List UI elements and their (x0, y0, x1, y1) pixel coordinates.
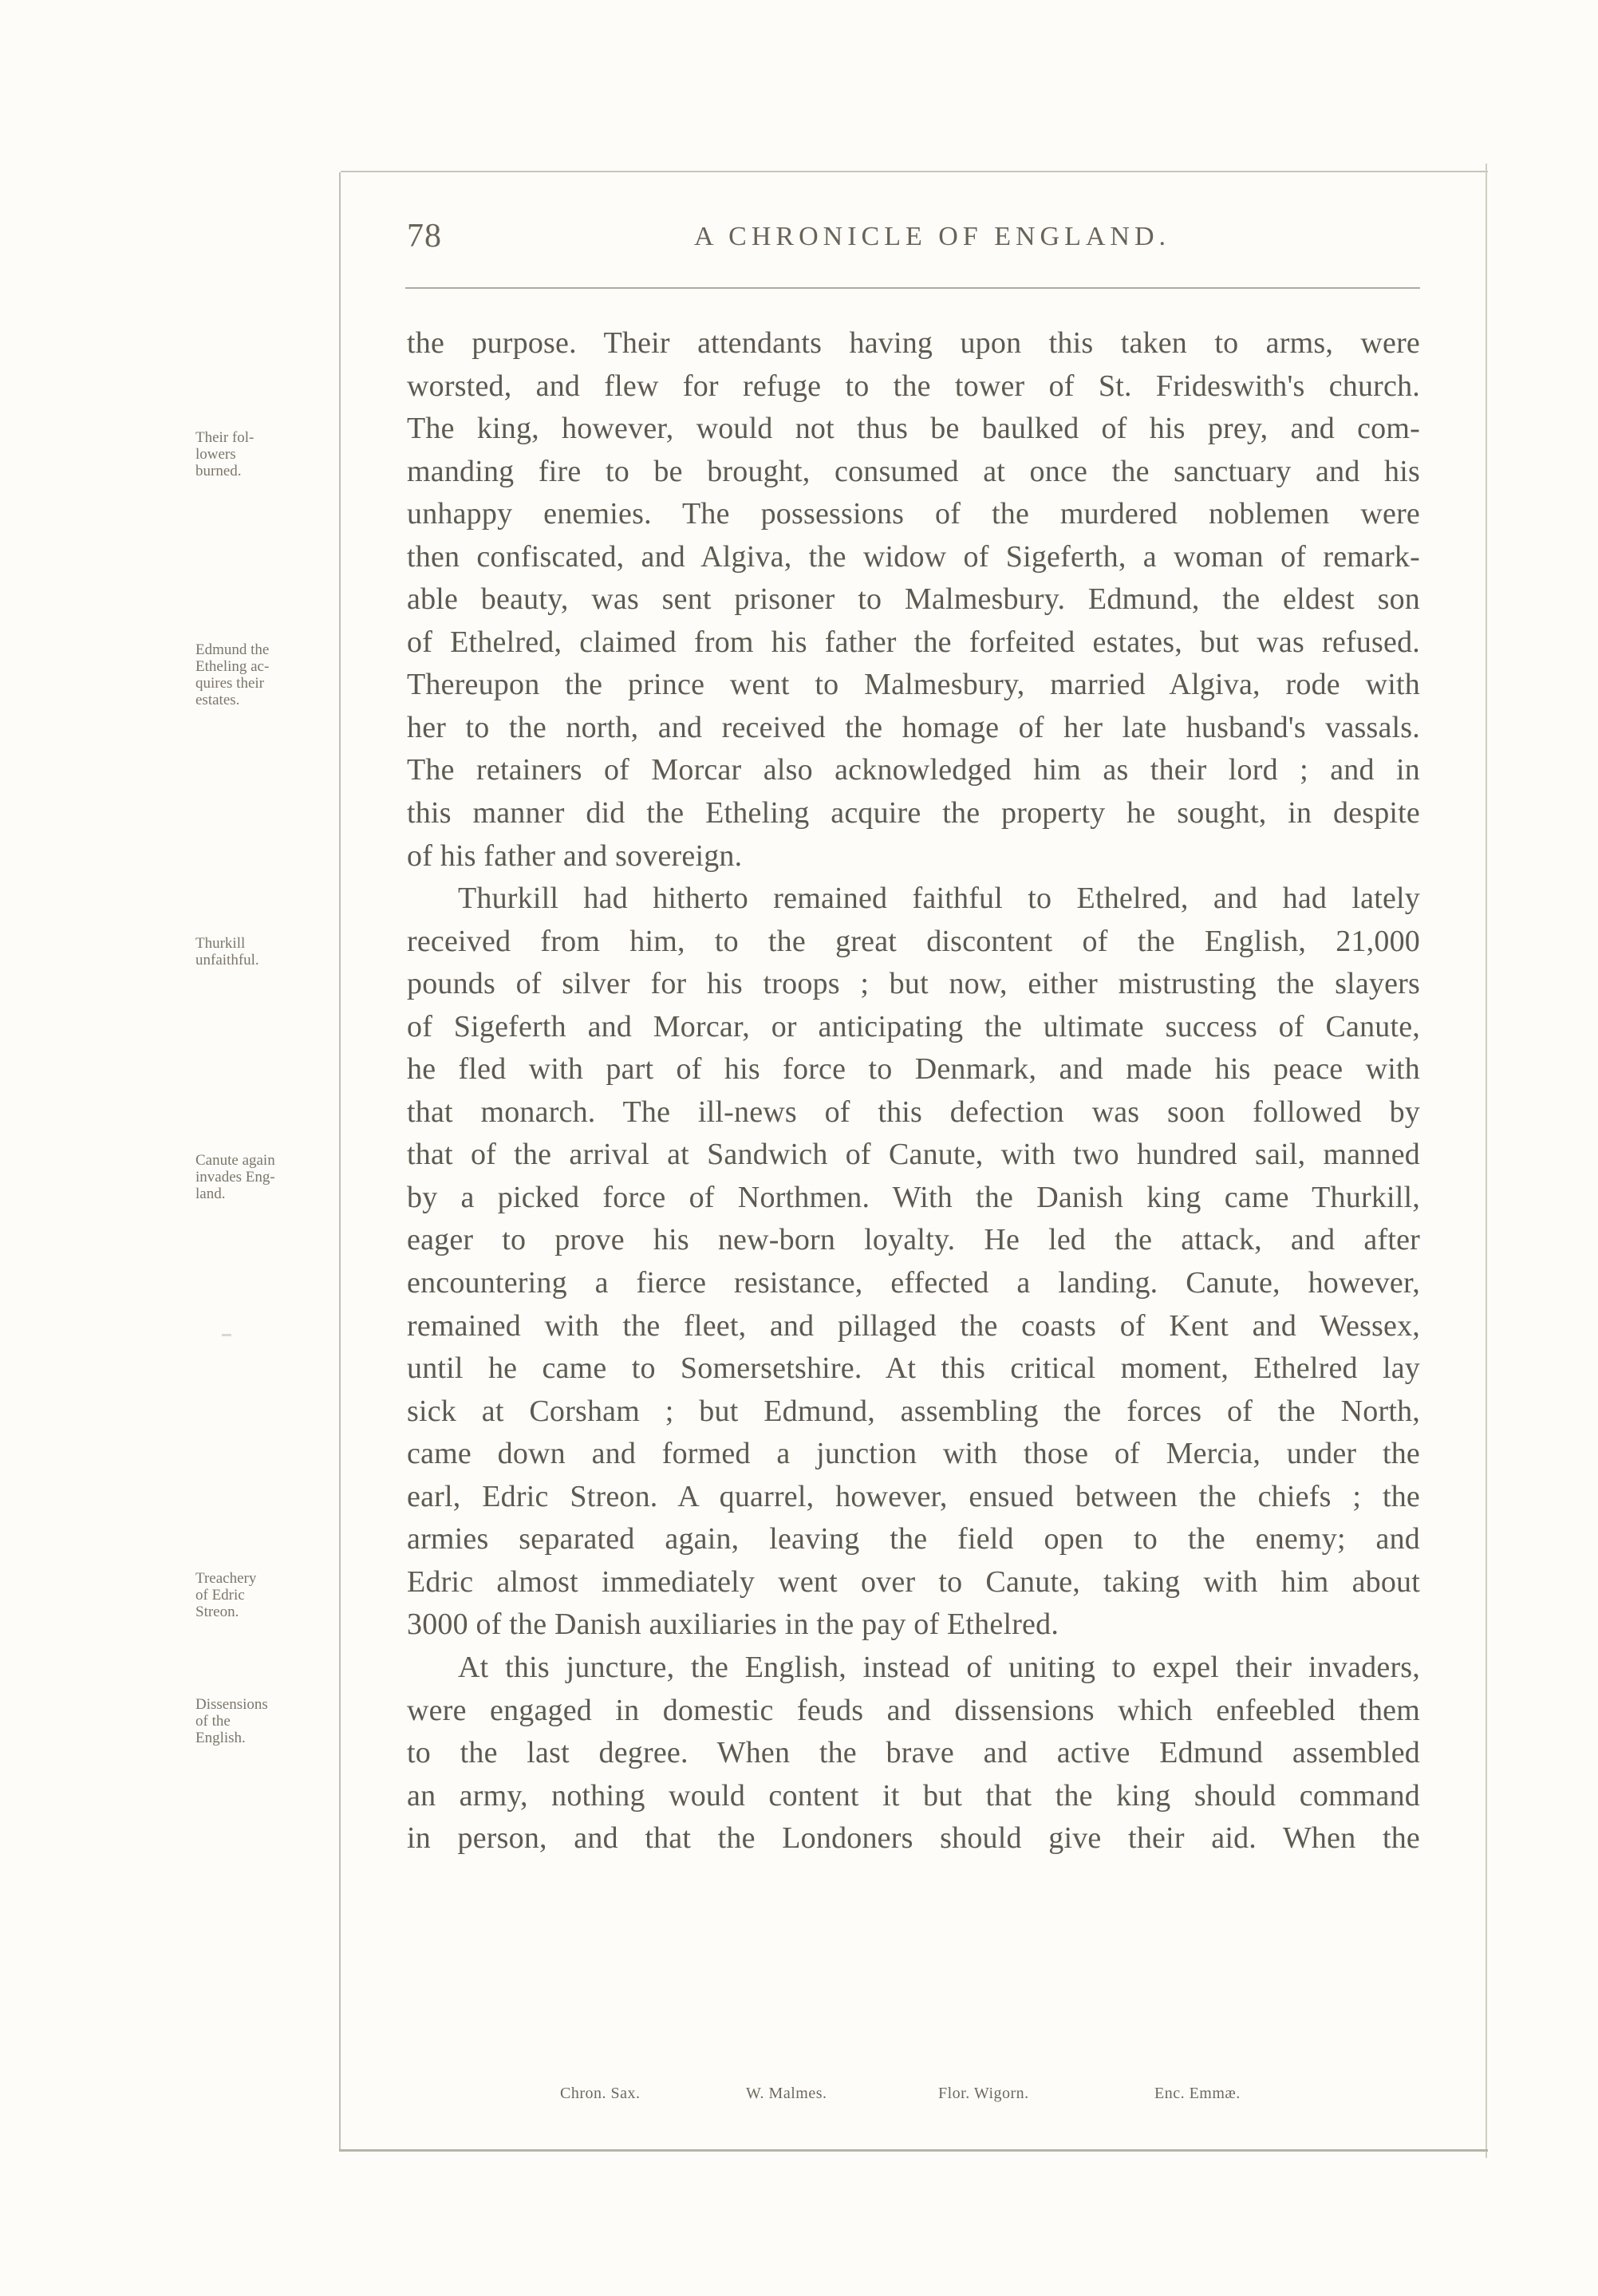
paragraph-start-line: At this juncture, the English, instead of uniting to expel their invaders, (458, 1650, 1420, 1684)
text-line: sick at Corsham ; but Edmund, assembling the forces of the North, (407, 1394, 1420, 1428)
running-head: A CHRONICLE OF ENGLAND. (694, 222, 1170, 251)
text-line: were engaged in domestic feuds and dissensions which enfeebled them (407, 1693, 1420, 1727)
footnote-source: W. Malmes. (746, 2085, 827, 2102)
text-line: The king, however, would not thus be baulked of his prey, and com- (407, 412, 1420, 446)
footnote-source: Flor. Wigorn. (938, 2085, 1029, 2102)
body-text (407, 322, 1420, 1860)
text-line: manding fire to be brought, consumed at once the sanctuary and his (407, 454, 1420, 488)
text-line: until he came to Somersetshire. At this critical moment, Ethelred lay (407, 1351, 1420, 1386)
text-line: Edric almost immediately went over to Canute, taking with him about (407, 1564, 1420, 1599)
sidenote-thurkill-unfaithful: Thurkill unfaithful. (195, 935, 259, 969)
sidenote-canute-invades: Canute again invades Eng- land. (195, 1152, 275, 1202)
text-line: able beauty, was sent prisoner to Malmesbury. Edmund, the eldest son (407, 582, 1420, 617)
footnote-source: Enc. Emmæ. (1154, 2085, 1241, 2102)
footnote-source: Chron. Sax. (560, 2085, 641, 2102)
text-line: pounds of silver for his troops ; but now, either mistrusting the slayers (407, 967, 1420, 1001)
text-line: of Sigeferth and Morcar, or anticipating the ultimate success of Canute, (407, 1009, 1420, 1043)
text-line: eager to prove his new-born loyalty. He led the attack, and after (407, 1223, 1420, 1257)
paragraph-start-line: Thurkill had hitherto remained faithful to Ethelred, and had lately (458, 882, 1420, 916)
text-line: unhappy enemies. The possessions of the murdered noblemen were (407, 497, 1420, 531)
text-line: that monarch. The ill-news of this defection was soon followed by (407, 1095, 1420, 1129)
page-frame-bottom-rule (339, 2149, 1488, 2152)
sidenote-dissensions-english: Dissensions of the English. (195, 1696, 268, 1746)
text-line: to the last degree. When the brave and active Edmund assembled (407, 1736, 1420, 1770)
text-line: 3000 of the Danish auxiliaries in the pay of Ethelred. (407, 1608, 1059, 1642)
page-frame-top-rule (341, 171, 1488, 172)
text-line: that of the arrival at Sandwich of Canute, with two hundred sail, manned (407, 1138, 1420, 1172)
text-line: worsted, and flew for refuge to the tower of St. Frideswith's church. (407, 369, 1420, 403)
text-line: an army, nothing would content it but that the king should command (407, 1778, 1420, 1813)
text-line: earl, Edric Streon. A quarrel, however, ensued between the chiefs ; the (407, 1479, 1420, 1513)
paper-blemish (222, 1334, 231, 1336)
text-line: armies separated again, leaving the field open to the enemy; and (407, 1522, 1420, 1556)
text-line: this manner did the Etheling acquire the property he sought, in despite (407, 796, 1420, 830)
text-line: The retainers of Morcar also acknowledged him as their lord ; and in (407, 753, 1420, 787)
text-line: came down and formed a junction with those of Mercia, under the (407, 1437, 1420, 1471)
header-rule (405, 287, 1420, 289)
text-line: Thereupon the prince went to Malmesbury, married Algiva, rode with (407, 668, 1420, 702)
page-number: 78 (407, 218, 442, 254)
text-line: of Ethelred, claimed from his father the forfeited estates, but was refused. (407, 625, 1420, 659)
page-frame-right-rule (1486, 164, 1487, 2158)
text-line: by a picked force of Northmen. With the Danish king came Thurkill, (407, 1180, 1420, 1214)
text-line: the purpose. Their attendants having upon this taken to arms, were (407, 326, 1420, 360)
text-line: remained with the fleet, and pillaged the coasts of Kent and Wessex, (407, 1308, 1420, 1343)
text-line: he fled with part of his force to Denmark, and made his peace with (407, 1052, 1420, 1087)
text-line: received from him, to the great discontent of the English, 21,000 (407, 924, 1420, 958)
text-line: encountering a fierce resistance, effected a landing. Canute, however, (407, 1266, 1420, 1300)
sidenote-followers-burned: Their fol- lowers burned. (195, 429, 254, 479)
sidenote-edmund-estates: Edmund the Etheling ac- quires their estates. (195, 641, 270, 708)
text-line: then confiscated, and Algiva, the widow of Sigeferth, a woman of remark- (407, 539, 1420, 574)
text-line: in person, and that the Londoners should give their aid. When the (407, 1821, 1420, 1856)
sidenote-treachery-edric: Treachery of Edric Streon. (195, 1570, 257, 1620)
text-line: of his father and sovereign. (407, 838, 743, 873)
text-line: her to the north, and received the homage of her late husband's vassals. (407, 710, 1420, 744)
